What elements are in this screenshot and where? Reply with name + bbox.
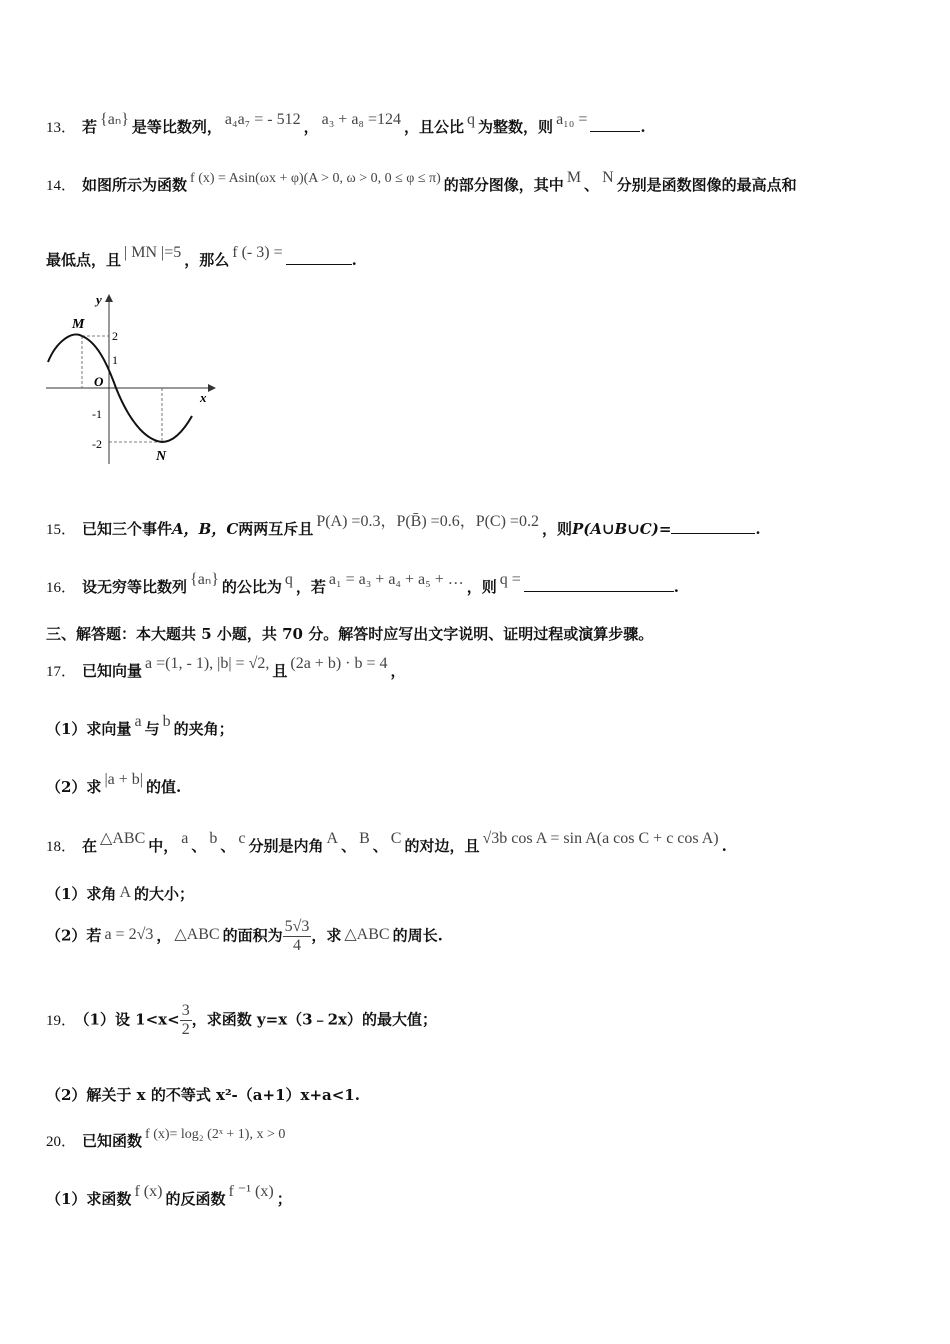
question-15 <box>46 513 761 539</box>
text: 为整数，则 <box>478 118 554 136</box>
math-expr: △ABC <box>344 925 390 943</box>
events: A，B，C <box>172 520 239 538</box>
text: . <box>351 251 357 269</box>
text: 的值. <box>145 778 182 796</box>
math-expr: N <box>602 169 614 186</box>
math-expr: f (x) <box>134 1183 163 1200</box>
fraction-denominator: 2 <box>181 1021 190 1038</box>
text: 的大小； <box>134 885 195 903</box>
text: 已知向量 <box>82 662 143 680</box>
question-19 <box>46 1002 437 1039</box>
min-point-label: N <box>156 449 167 464</box>
question-number: 13． <box>46 120 77 136</box>
math-expr: q <box>467 111 476 128</box>
text: ，则 <box>541 520 572 538</box>
math-expr: c <box>238 830 246 847</box>
text: . <box>640 118 646 136</box>
text: . <box>755 520 761 538</box>
text: （2）若 <box>46 926 102 945</box>
math-expr: | MN |=5 <box>124 244 182 261</box>
y-axis-label: y <box>96 292 102 307</box>
text: ，那么 <box>184 251 230 269</box>
tick-label: -2 <box>92 437 102 451</box>
text: ，若 <box>295 578 326 596</box>
question-17-part-1 <box>46 713 234 739</box>
text: 分别是函数图像的最高点和 <box>616 176 797 194</box>
text: 的反函数 <box>165 1190 226 1208</box>
tick-label: 2 <box>112 329 118 343</box>
text: ，求函数 y=x（3﹣2x）的最大值； <box>191 1010 437 1029</box>
text: . <box>673 578 679 596</box>
text: ， <box>156 926 172 945</box>
math-expr: {aₙ} <box>190 571 219 588</box>
question-number: 14． <box>46 178 77 194</box>
text: 最低点，且 <box>46 251 122 269</box>
text: 已知函数 <box>82 1132 143 1150</box>
question-13 <box>46 111 646 137</box>
text: ，且公比 <box>404 118 465 136</box>
x-axis-label: x <box>200 390 207 405</box>
fraction-numerator: 3 <box>181 1002 190 1019</box>
text: 、 <box>191 837 207 855</box>
math-expr: √3b cos A = sin A(a cos C + c cos A) <box>482 830 719 847</box>
text: 在 <box>82 837 98 855</box>
fraction <box>180 1002 192 1039</box>
answer-blank <box>286 264 352 265</box>
math-expr: a <box>134 713 142 730</box>
text: ，求 <box>311 926 342 945</box>
text: 、 <box>341 837 357 855</box>
math-expr: △ABC <box>174 925 220 943</box>
math-expr: C <box>390 830 402 847</box>
math-expr: a₄a₇ = - 512 <box>224 111 301 128</box>
math-expr: B <box>359 830 370 847</box>
text: 、 <box>220 837 236 855</box>
question-number: 19． <box>46 1012 77 1029</box>
x-axis-arrow <box>208 384 216 392</box>
math-expr: f ⁻¹ (x) <box>228 1183 274 1200</box>
section-heading: 三、解答题：本大题共 5 小题，共 70 分。解答时应写出文字说明、证明过程或演算步骤。 <box>46 625 654 643</box>
math-expr: {aₙ} <box>100 111 129 128</box>
text: 已知三个事件 <box>82 520 173 538</box>
question-16 <box>46 571 679 597</box>
math-expr: f (x)= log₂ (2ˣ + 1), x > 0 <box>145 1127 286 1142</box>
question-number: 17． <box>46 664 77 680</box>
text: 是等比数列， <box>131 118 222 136</box>
math-expr: f (- 3) = <box>232 244 283 261</box>
text: 与 <box>144 720 160 738</box>
math-expr: b <box>162 713 171 730</box>
origin-label: O <box>94 374 104 389</box>
math-expr: q = <box>499 571 521 588</box>
math-expr: a₁₀ = <box>556 111 588 128</box>
text: ， <box>390 662 406 680</box>
math-expr: P(A) =0.3，P(B̄) =0.6，P(C) =0.2 <box>316 513 539 530</box>
text: （1）求角 <box>46 885 117 903</box>
text: 的周长. <box>392 926 443 945</box>
max-point-label: M <box>72 317 85 332</box>
text: 、 <box>372 837 388 855</box>
text: （1）设 1<x< <box>82 1010 180 1029</box>
y-axis-arrow <box>105 294 113 302</box>
math-expr: f (x) = Asin(ωx + φ)(A > 0, ω > 0, 0 ≤ φ ≤ π) <box>190 171 441 186</box>
text: 如图所示为函数 <box>82 176 188 194</box>
text: ， <box>303 118 319 136</box>
math-expr: (2a + b) · b = 4 <box>290 655 388 672</box>
sine-graph <box>44 290 224 470</box>
fraction <box>283 918 312 955</box>
text: 分别是内角 <box>248 837 324 855</box>
question-18-part-2 <box>46 918 443 955</box>
question-20 <box>46 1127 288 1151</box>
text: 中， <box>148 837 179 855</box>
math-expr: q <box>284 571 293 588</box>
expression: P(A∪B∪C)= <box>571 520 672 538</box>
text: （2）求 <box>46 778 102 796</box>
question-number: 18． <box>46 839 77 855</box>
question-14-cont <box>46 244 357 270</box>
tick-label: 1 <box>112 353 118 367</box>
math-expr: a =(1, - 1), |b| = √2, <box>145 655 270 672</box>
text: 的对边，且 <box>404 837 480 855</box>
question-18-part-1 <box>46 883 194 904</box>
text: 、 <box>584 176 600 194</box>
math-expr: a₁ = a₃ + a₄ + a₅ + … <box>328 571 464 588</box>
tick-label: -1 <box>92 407 102 421</box>
text: 的部分图像，其中 <box>443 176 564 194</box>
text: （1）求函数 <box>46 1190 132 1208</box>
math-expr: a <box>181 830 189 847</box>
math-expr: △ABC <box>100 830 146 847</box>
question-number: 16． <box>46 580 77 596</box>
math-expr: M <box>566 169 582 186</box>
question-20-part-1 <box>46 1183 292 1209</box>
answer-blank <box>671 533 755 534</box>
question-number: 15． <box>46 522 77 538</box>
text: ，则 <box>466 578 497 596</box>
math-expr: |a + b| <box>104 771 143 788</box>
question-14 <box>46 169 797 195</box>
math-expr: b <box>209 830 218 847</box>
math-expr: A <box>119 884 131 901</box>
question-number: 20． <box>46 1134 77 1150</box>
text: . <box>721 837 727 855</box>
text: （1）求向量 <box>46 720 132 738</box>
question-19-part-2: （2）解关于 x 的不等式 x²-（a+1）x+a<1. <box>46 1086 360 1104</box>
text: 的夹角； <box>173 720 234 738</box>
fraction-numerator: 5√3 <box>284 918 310 935</box>
text: 设无穷等比数列 <box>82 578 188 596</box>
question-17-part-2 <box>46 771 182 797</box>
text: 且 <box>272 662 288 680</box>
text: 若 <box>82 118 98 136</box>
question-18 <box>46 830 727 856</box>
answer-blank <box>590 131 640 132</box>
text: ； <box>276 1190 292 1208</box>
math-expr: a₃ + a₈ =124 <box>321 111 402 128</box>
math-expr: a = 2√3 <box>104 925 154 943</box>
question-17 <box>46 655 406 681</box>
answer-blank <box>524 591 674 592</box>
fraction-denominator: 4 <box>292 937 301 954</box>
text: 的公比为 <box>221 578 282 596</box>
math-expr: A <box>326 830 339 847</box>
text: 两两互斥且 <box>238 520 314 538</box>
text: 的面积为 <box>222 926 283 945</box>
